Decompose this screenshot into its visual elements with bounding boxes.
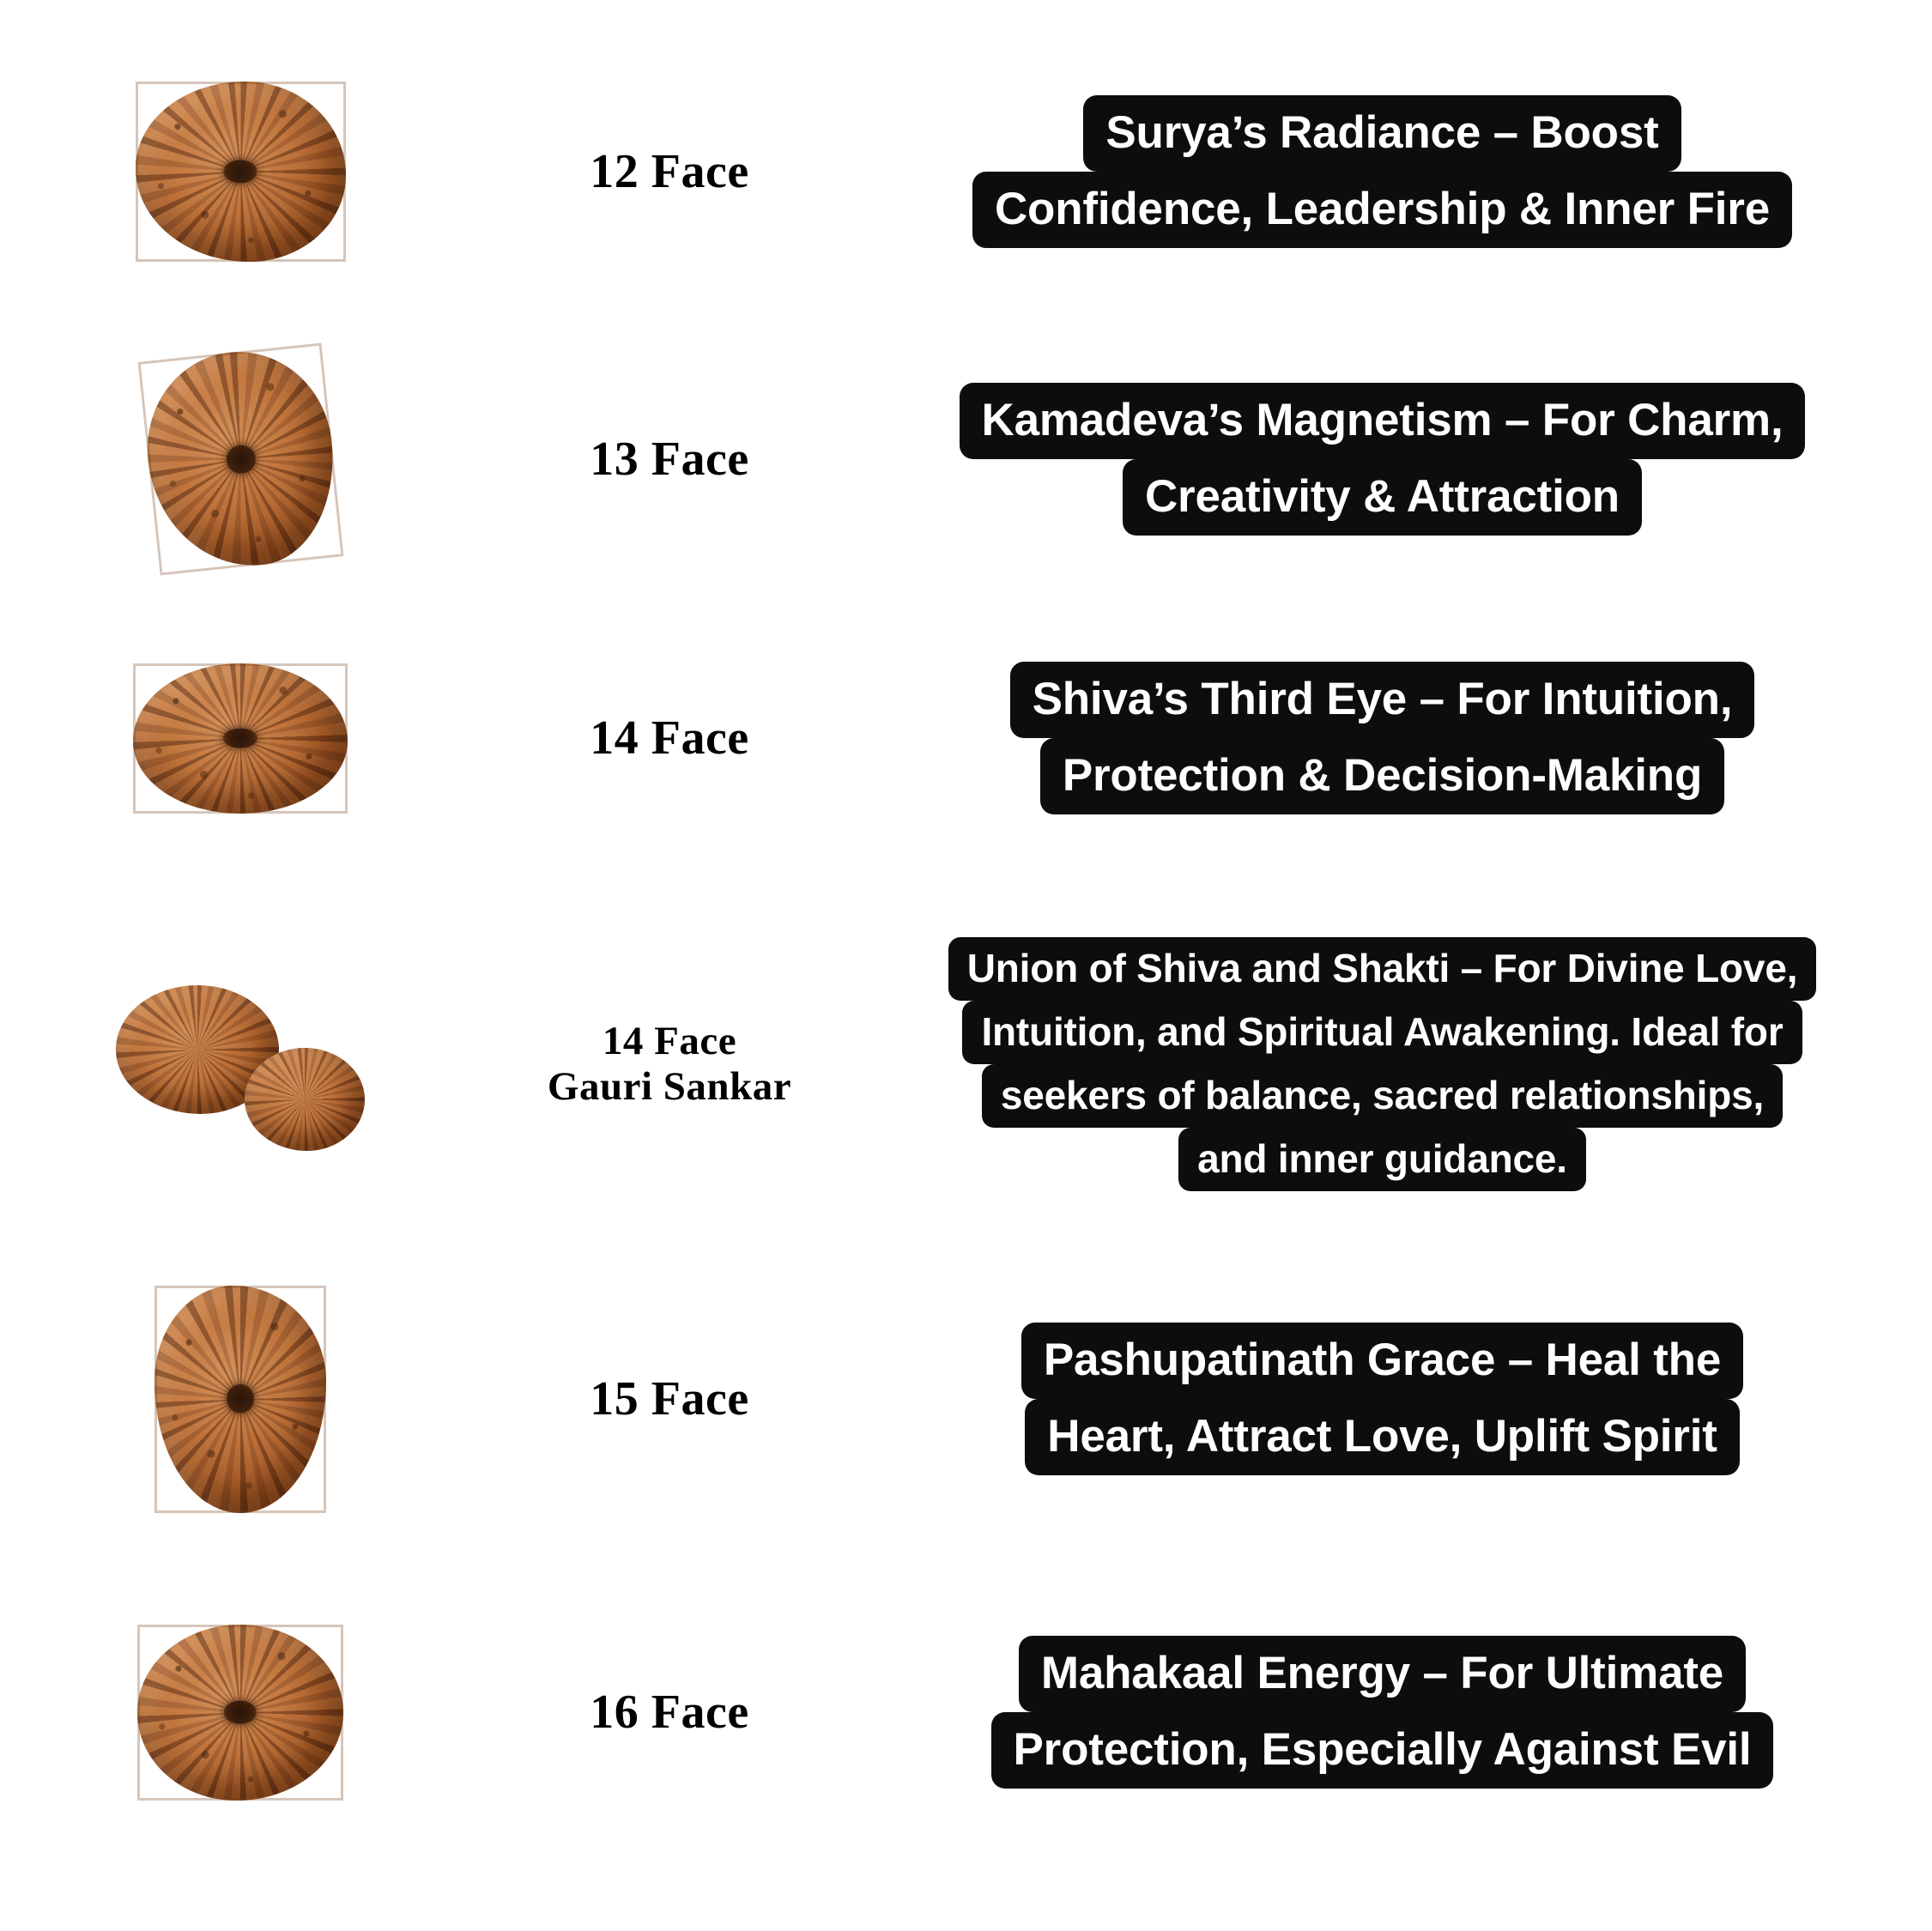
face-label-line: 14 Face — [590, 711, 749, 765]
rudraksha-bead-15-mukhi-icon — [154, 1286, 326, 1513]
description-line: Mahakaal Energy – For Ultimate — [1019, 1636, 1746, 1712]
description-badge-group — [972, 95, 1792, 248]
description-badge-group — [1021, 1323, 1743, 1475]
bead-image-cell — [0, 985, 481, 1144]
description-line: and inner guidance. — [1178, 1128, 1586, 1191]
face-label-cell — [481, 1686, 858, 1740]
description-badge-group — [948, 937, 1817, 1191]
face-label-cell — [481, 1019, 858, 1109]
bead-image-cell — [0, 1625, 481, 1801]
bead-image-cell — [0, 82, 481, 262]
list-item — [0, 339, 1932, 579]
list-item — [0, 639, 1932, 837]
rudraksha-bead-16-mukhi-icon — [137, 1625, 343, 1801]
list-item — [0, 1270, 1932, 1528]
rudraksha-bead-13-mukhi-icon — [137, 342, 343, 575]
description-line: Union of Shiva and Shakti – For Divine Love, — [948, 937, 1817, 1001]
description-line: Protection & Decision-Making — [1040, 738, 1724, 814]
description-line: Kamadeva’s Magnetism – For Charm, — [960, 383, 1806, 459]
description-badge-group — [991, 1636, 1774, 1789]
list-item — [0, 69, 1932, 275]
description-cell — [858, 1636, 1932, 1789]
face-label-cell — [481, 711, 858, 766]
rudraksha-bead-gauri-sankar-icon — [116, 985, 365, 1144]
face-label-line: 16 Face — [590, 1685, 749, 1739]
bead-image-cell — [0, 663, 481, 814]
description-badge-group — [960, 383, 1806, 536]
description-cell — [858, 1323, 1932, 1475]
description-badge-group — [1010, 662, 1755, 814]
description-cell — [858, 95, 1932, 248]
face-label-line: 14 Face — [602, 1019, 737, 1064]
rudraksha-bead-12-mukhi-icon — [136, 82, 346, 262]
face-label-cell — [481, 145, 858, 199]
description-line: Heart, Attract Love, Uplift Spirit — [1025, 1399, 1739, 1475]
bead-image-cell — [0, 352, 481, 566]
description-line: Protection, Especially Against Evil — [991, 1712, 1774, 1789]
description-line: Creativity & Attraction — [1123, 459, 1642, 536]
face-label-line: 15 Face — [590, 1371, 749, 1426]
description-line: seekers of balance, sacred relationships, — [982, 1064, 1783, 1128]
face-label-line: 13 Face — [590, 432, 749, 486]
description-line: Surya’s Radiance – Boost — [1083, 95, 1681, 172]
face-label-cell — [481, 433, 858, 487]
description-line: Confidence, Leadership & Inner Fire — [972, 172, 1792, 248]
description-cell — [858, 662, 1932, 814]
list-item — [0, 935, 1932, 1193]
rudraksha-bead-14-mukhi-icon — [133, 663, 348, 814]
face-label-line: 12 Face — [590, 144, 749, 198]
description-line: Shiva’s Third Eye – For Intuition, — [1010, 662, 1755, 738]
description-cell — [858, 383, 1932, 536]
description-line: Pashupatinath Grace – Heal the — [1021, 1323, 1743, 1399]
list-item — [0, 1601, 1932, 1824]
bead-image-cell — [0, 1286, 481, 1513]
face-label-cell — [481, 1372, 858, 1426]
face-label-line: Gauri Sankar — [547, 1064, 792, 1109]
description-cell — [858, 937, 1932, 1191]
description-line: Intuition, and Spiritual Awakening. Ideal for — [962, 1001, 1802, 1064]
